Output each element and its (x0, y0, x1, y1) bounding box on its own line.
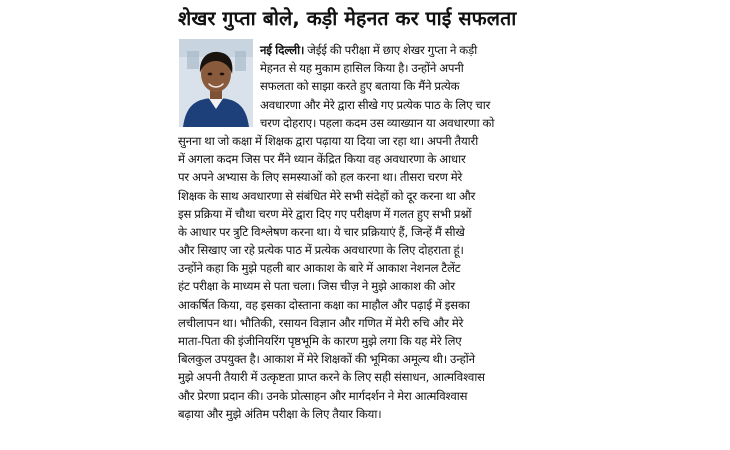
article-line (178, 41, 560, 59)
article-line: सुनना था जो कक्षा में शिक्षक द्वारा पढ़ाया या दिया जा रहा था। अपनी तैयारी (178, 133, 479, 148)
article-line: मुझे अपनी तैयारी में उत्कृष्टता प्राप्त करने के लिए सही संसाधन, आत्मविश्वास (178, 370, 485, 385)
article-line: पर अपने अभ्यास के लिए समस्याओं को हल करना था। तीसरा चरण मेरे (178, 170, 463, 185)
article-line: बढ़ाया और मुझे अंतिम परीक्षा के लिए तैयार किया। (178, 406, 382, 421)
article-line: सफलता को साझा करते हुए बताया कि मैंने प्रत्येक (260, 79, 460, 94)
article-line: इस प्रक्रिया में चौथा चरण मेरे द्वारा दिए गए परीक्षण में गलत हुए सभी प्रश्नों (178, 206, 472, 221)
line-text: जेईई की परीक्षा में छाए शेखर गुप्ता ने कड़ी (304, 43, 478, 57)
article-line: चरण दोहराए। पहला कदम उस व्याख्यान या अवधारणा को (260, 115, 495, 130)
dateline: नई दिल्ली। (260, 43, 305, 57)
article-line: और सिखाए जा रहे प्रत्येक पाठ में प्रत्येक अवधारणा के लिए दोहराता हूं। (178, 243, 464, 258)
article-line: बिलकुल उपयुक्त है। आकाश में मेरे शिक्षकों की भूमिका अमूल्य थी। उन्होंने (178, 352, 475, 367)
article-line: लचीलापन था। भौतिकी, रसायन विज्ञान और गणित में मेरी रुचि और मेरे (178, 315, 464, 330)
article-line: शिक्षक के साथ अवधारणा से संबंधित मेरे सभी संदेहों को दूर करना था और (178, 188, 476, 203)
article-line: के आधार पर त्रुटि विश्लेषण करना था। ये चार प्रक्रियाएं हैं, जिन्हें मैं सीखे (178, 224, 465, 239)
article-line: मेहनत से यह मुकाम हासिल किया है। उन्होंने अपनी (260, 61, 464, 76)
article-line: और प्रेरणा प्रदान की। उनके प्रोत्साहन और मार्गदर्शन ने मेरा आत्मविश्वास (178, 388, 468, 403)
article-line: आकर्षित किया, वह इसका दोस्ताना कक्षा का माहौल और पढ़ाई में इसका (178, 297, 470, 312)
article-line: में अगला कदम जिस पर मैंने ध्यान केंद्रित किया वह अवधारणा के आधार (178, 152, 466, 167)
article-body (178, 41, 560, 423)
article-headline: शेखर गुप्ता बोले, कड़ी मेहनत कर पाई सफलता (178, 7, 517, 30)
article-line: अवधारणा और मेरे द्वारा सीखे गए प्रत्येक पाठ के लिए चार (260, 97, 491, 112)
article-line: उन्होंने कहा कि मुझे पहली बार आकाश के बारे में आकाश नेशनल टैलेंट (178, 261, 461, 276)
news-article (178, 4, 560, 446)
article-line: माता-पिता की इंजीनियरिंग पृष्ठभूमि के कारण मुझे लगा कि यह मेरे लिए (178, 334, 462, 348)
article-line: हंट परीक्षा के माध्यम से पता चला। जिस चीज़ ने मुझे आकाश की ओर (178, 279, 455, 294)
